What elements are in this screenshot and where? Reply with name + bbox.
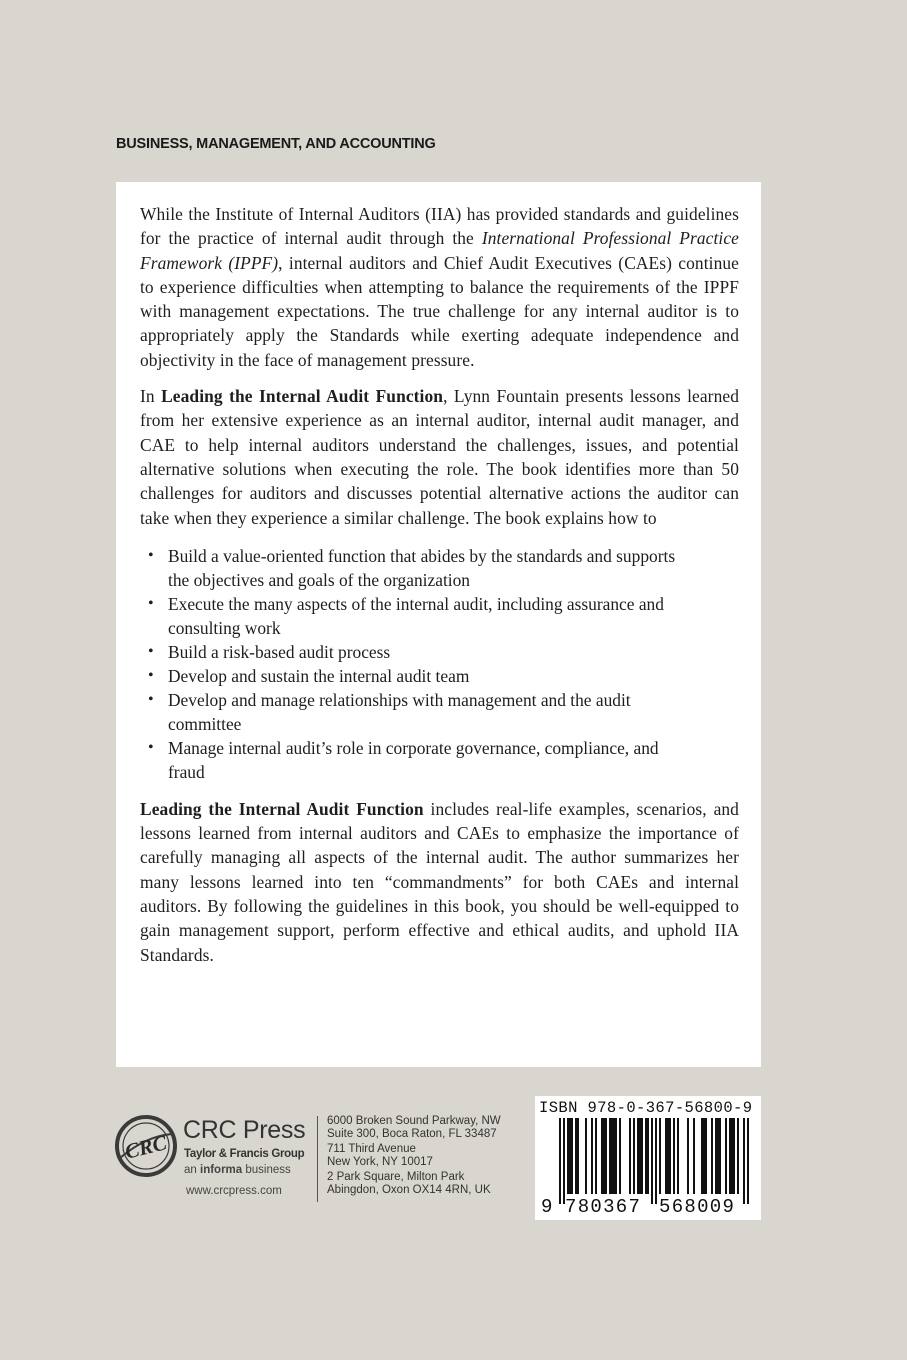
bullet-icon: • <box>148 594 154 612</box>
barcode-bar <box>687 1118 689 1194</box>
address-line: 6000 Broken Sound Parkway, NW <box>327 1115 501 1127</box>
publisher-url: www.crcpress.com <box>186 1185 282 1197</box>
logo-text: CRC <box>122 1130 170 1164</box>
ean-left-digits: 780367 <box>565 1196 642 1218</box>
barcode-bar <box>577 1118 579 1194</box>
ean-right-digits: 568009 <box>659 1196 736 1218</box>
bullet-list <box>140 542 739 784</box>
blurb-panel <box>116 182 761 1067</box>
list-item: • Manage internal audit’s role in corporate governance, compliance, and fraud <box>148 737 659 782</box>
barcode-bar <box>647 1118 649 1194</box>
barcode-bar <box>737 1118 739 1194</box>
publisher-addresses <box>327 1115 501 1197</box>
book-title: Leading the Internal Audit Function <box>140 798 424 819</box>
isbn-barcode <box>535 1096 761 1220</box>
barcode-bar <box>641 1118 643 1194</box>
crc-logo-icon <box>114 1114 178 1178</box>
barcode-bar <box>571 1118 573 1194</box>
barcode-bar <box>633 1118 635 1194</box>
address-line: Suite 300, Boca Raton, FL 33487 <box>327 1127 497 1140</box>
barcode-bar <box>637 1118 639 1194</box>
barcode-bar <box>601 1118 603 1194</box>
barcode-bar <box>667 1118 669 1194</box>
barcode-bar <box>673 1118 675 1194</box>
barcode-bar <box>575 1118 577 1194</box>
barcode-bar <box>715 1118 717 1194</box>
barcode-bar <box>743 1118 745 1204</box>
barcode-bar <box>677 1118 679 1194</box>
barcode-bar <box>731 1118 733 1194</box>
barcode-bar <box>563 1118 565 1204</box>
barcode-bar <box>585 1118 587 1194</box>
book-title: Leading the Internal Audit Function <box>161 386 444 407</box>
barcode-bar <box>747 1118 749 1204</box>
barcode-bar <box>639 1118 641 1194</box>
barcode-bar <box>645 1118 647 1194</box>
barcode-bar <box>733 1118 735 1194</box>
address-line: New York, NY 10017 <box>327 1155 433 1168</box>
list-item: • Build a value-oriented function that abides by the standards and supports the objectives and goals of the organization <box>148 545 676 590</box>
address-line: 711 Third Avenue <box>327 1143 416 1156</box>
barcode-bar <box>701 1118 703 1194</box>
informa-line: an informa business <box>184 1164 291 1176</box>
barcode-bar <box>595 1118 597 1194</box>
publisher-group: Taylor & Francis Group <box>184 1148 305 1160</box>
barcode-bar <box>651 1118 653 1204</box>
blurb-paragraph-2: In Leading the Internal Audit Function, Lynn Fountain presents lessons learned from her extensive experience as an internal auditor, internal audit manager, and CAE to help internal auditors understand the challenges, issues, and potential alternative solutions when executing the role. The book identifies more than 50 challenges for auditors and discusses potential alternative actions the auditor can take when they experience a similar challenge. The book explains how to <box>140 386 739 528</box>
divider <box>317 1116 318 1202</box>
publisher-block <box>114 1112 534 1222</box>
barcode-bar <box>569 1118 571 1194</box>
barcode-bar <box>655 1118 657 1204</box>
barcode-bar <box>725 1118 727 1194</box>
list-item: • Build a risk-based audit process <box>148 641 391 662</box>
bullet-icon: • <box>148 690 154 708</box>
barcode-bar <box>567 1118 569 1194</box>
barcode-bar <box>729 1118 731 1194</box>
address-line: Abingdon, Oxon OX14 4RN, UK <box>327 1183 491 1196</box>
barcode-bar <box>717 1118 719 1194</box>
blurb-paragraph-3: Leading the Internal Audit Function includes real-life examples, scenarios, and lessons learned from internal auditors and CAEs to emphasize the importance of carefully managing all aspects of the internal audit. The author summarizes her many lessons learned into ten “commandments” for both CAEs and internal auditors. By following the guidelines in this book, you should be well-equipped to gain management support, perform effective and ethical audits, and uphold IIA Standards. <box>140 798 739 965</box>
bullet-icon: • <box>148 546 154 564</box>
barcode-bar <box>719 1118 721 1194</box>
barcode-bar <box>613 1118 615 1194</box>
bullet-icon: • <box>148 666 154 684</box>
barcode-bar <box>603 1118 605 1194</box>
barcode-bar <box>711 1118 713 1194</box>
ippf-title: International Professional Practice Framework (IPPF) <box>140 228 739 273</box>
barcode-bar <box>659 1118 661 1194</box>
barcode-bar <box>665 1118 667 1194</box>
barcode-bar <box>605 1118 607 1194</box>
category-label: BUSINESS, MANAGEMENT, AND ACCOUNTING <box>116 136 436 152</box>
isbn-label: ISBN 978-0-367-56800-9 <box>539 1099 753 1117</box>
barcode-bar <box>703 1118 705 1194</box>
publisher-name: CRC Press <box>183 1116 306 1144</box>
barcode-bar <box>611 1118 613 1194</box>
bullet-icon: • <box>148 642 154 660</box>
barcode-bar <box>609 1118 611 1194</box>
barcode-bar <box>615 1118 617 1194</box>
barcode-bar <box>629 1118 631 1194</box>
ean-first-digit: 9 <box>541 1196 553 1218</box>
barcode-bar <box>591 1118 593 1194</box>
list-item: • Develop and sustain the internal audit team <box>148 665 470 686</box>
list-item: • Develop and manage relationships with management and the audit committee <box>148 689 631 734</box>
address-line: 2 Park Square, Milton Park <box>327 1171 465 1184</box>
barcode-bar <box>693 1118 695 1194</box>
barcode-bar <box>559 1118 561 1204</box>
barcode-bar <box>619 1118 621 1194</box>
blurb-paragraph-1: While the Institute of Internal Auditors (IIA) has provided standards and guidelines for the practice of internal audit through the International Professional Practice Framework (IPPF), internal auditors and Chief Audit Executives (CAEs) continue to experience difficulties when attempting to balance the requirements of the IPPF with management expectations. The true challenge for any internal auditor is to appropriately apply the Standards while exerting adequate independence and objectivity in the face of management pressure. <box>140 204 739 370</box>
barcode-bar <box>705 1118 707 1194</box>
barcode-bar <box>669 1118 671 1194</box>
list-item: • Execute the many aspects of the internal audit, including assurance and consulting work <box>148 593 664 638</box>
bullet-icon: • <box>148 738 154 756</box>
